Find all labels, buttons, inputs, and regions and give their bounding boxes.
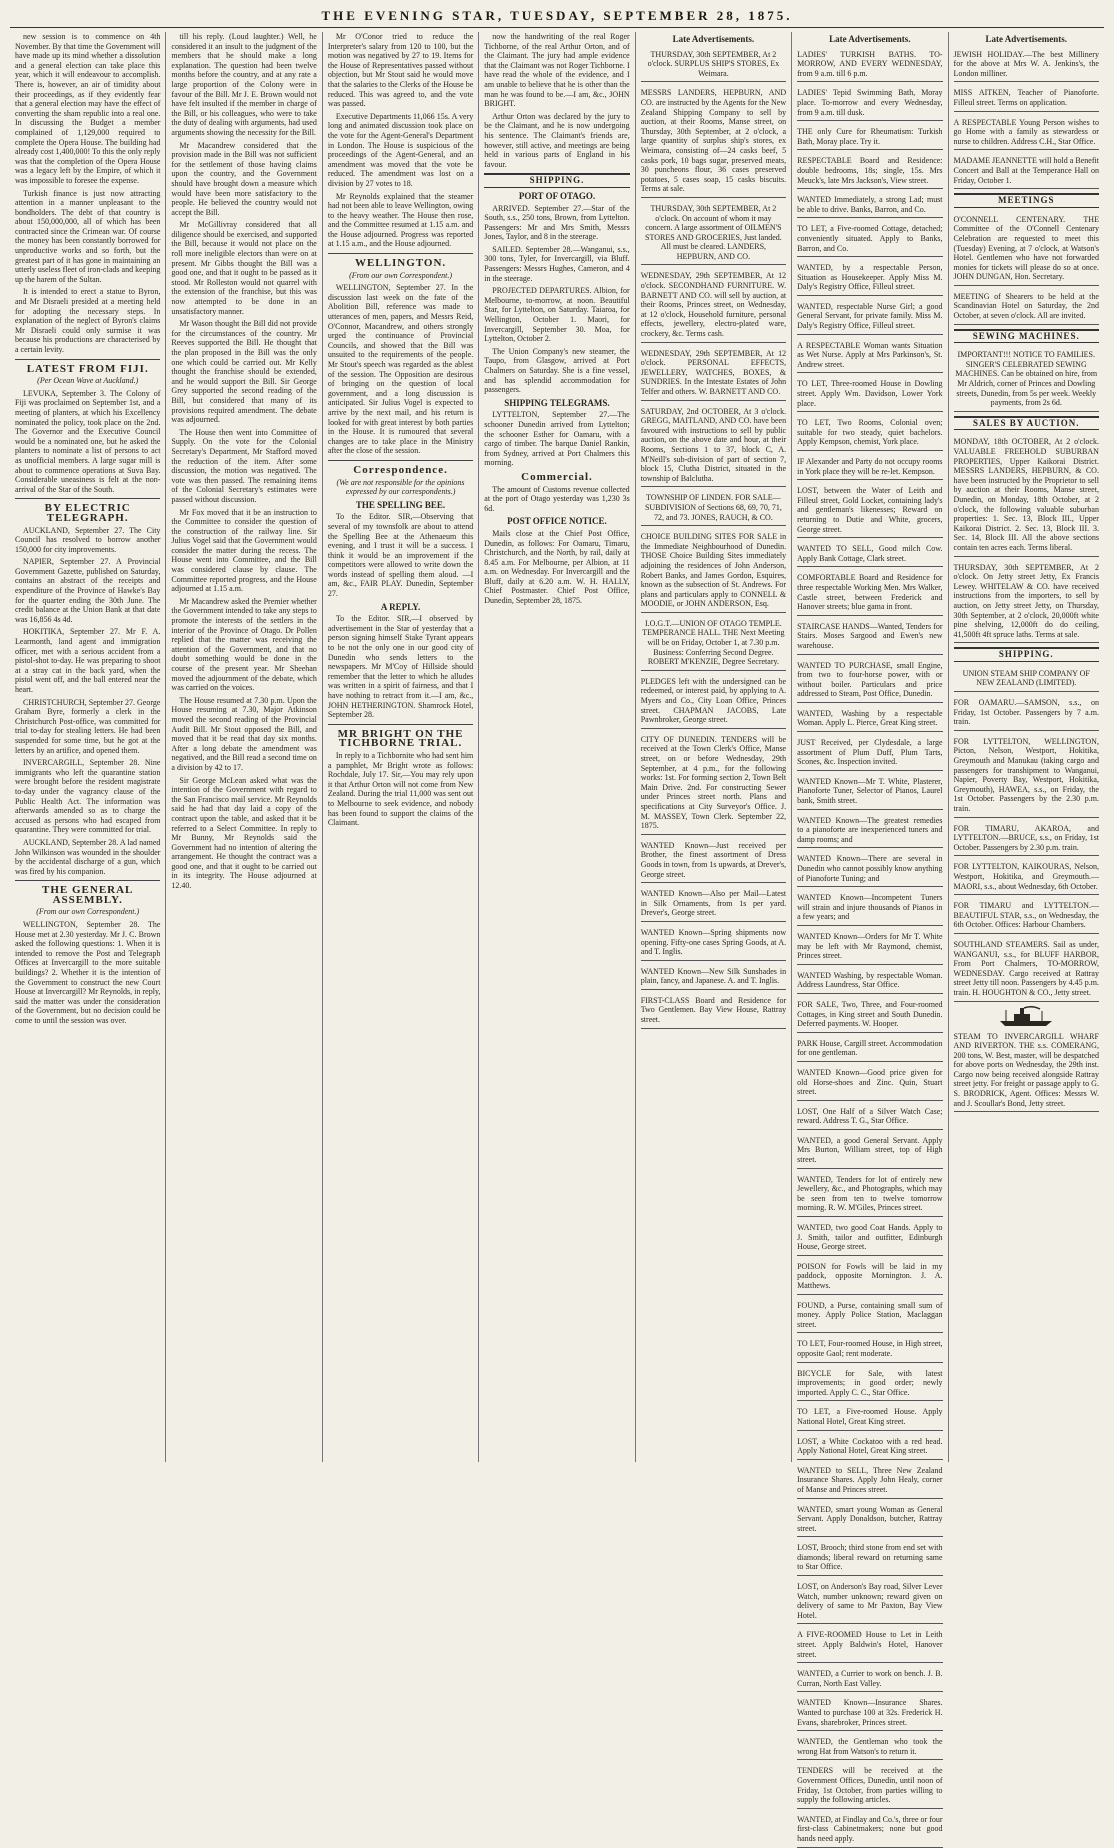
advertisement: WANTED Known—Orders for Mr T. White may be left with Mr Raymond, chemist, Princes street.: [797, 929, 942, 965]
column-6: [792, 32, 948, 1843]
advertisement: CITY OF DUNEDIN. TENDERS will be received at the Town Clerk's Office, Manse street, on or before Wednesday, 29th September, at 4 p.m., for the following works: 1st. For forming section 2, Town Belt Main Drive. 2nd. For constructing Sewer under Princes street north. Plans and specifications at City Surveyor's Office. J. M. MASSEY, Town Clerk. September 22, 1875.: [641, 732, 786, 835]
advertisement: MEETING of Shearers to be held at the Scandinavian Hotel on Saturday, the 2nd October, at seven o'clock. All are invited.: [954, 289, 1099, 325]
article-paragraph: Turkish finance is just now attracting attention in a manner unpleasant to the bondholders. The debt of that country is about 150,000,000, all of which has been contracted since the Crimean war. Of course the money has been constantly borrowed for unproductive works and so forth, but the greatest part of it has gone in maintaining an utterly useless fleet of iron-clads and keeping up the harem of the Sultan.: [15, 188, 161, 284]
article-paragraph: till his reply. (Loud laughter.) Well, he considered it an insult to the judgment of the members that he should make a long explanation. The question had been twelve months before the country, and at any rate a large proportion of the Colony were in favour of the Bill. Mr J. E. Brown would not have felt insulted if the member in charge of the Bill, or his colleagues, who were to take the duty of dealing with arguments, had used arguments showing the necessity for the Bill.: [171, 32, 317, 137]
divider: [15, 359, 160, 360]
advertisement: FOR LYTTELTON, KAIKOURAS, Nelson, Westport, Hokitika, and Greymouth.—MAORI, s.s., about Wednesday, 6th October.: [954, 859, 1099, 895]
advertisement: I.O.G.T.—UNION OF OTAGO TEMPLE. TEMPERANCE HALL. THE Next Meeting will be on Friday, October 1, at 7.30 p.m. Business: Conferring Second Degree. ROBERT M'KENZIE, Degree Secretary.: [641, 616, 786, 671]
letter: To the Editor. SIR,—Observing that several of my townsfolk are about to attend the Spelling Bee at the Athenaeum this evening, and I trust it will be a success. I think it would be an improvement if the competitors were allowed to write down the words instead of spelling them aloud. —I am, &c., FAIR PLAY. Dunedin, September 27.: [327, 512, 474, 599]
advertisement: WANTED Known—Insurance Shares. Wanted to purchase 100 at 32s. Frederick H. Evans, sharebroker, Princes street.: [797, 1695, 942, 1731]
subhead-fiji: (Per Ocean Wave at Auckland.): [37, 376, 139, 386]
divider: [328, 724, 473, 725]
telegram: NAPIER, September 27. A Provincial Government Gazette, published on Saturday, contains an abstract of the receipts and expenditure of the Province of Hawke's Bay for the quarter ending the 30th June. The credit balance at the Union Bank at that date was 16,856 4s 4d.: [15, 557, 161, 624]
article-paragraph: WELLINGTON, September 28. The House met at 2.30 yesterday. Mr J. C. Brown asked the following questions: 1. When it is intended to remove the Post and Telegraph Offices at Invercargill to the more suitable buildings? 2. Whether it is the intention of the Government to construct the new Court House at Invercargill? Mr Reynolds, in reply, said the matter was under the consideration of the Government, but no decision could be come to until the session was over.: [15, 920, 161, 1025]
advertisement: UNION STEAM SHIP COMPANY OF NEW ZEALAND (LIMITED).: [954, 666, 1099, 692]
advertisement: LOST, a White Cockatoo with a red head. Apply National Hotel, Great King street.: [797, 1434, 942, 1460]
advertisement: WANTED Known—Just received per Brother, the finest assortment of Dress Goods in town, from 1s upwards, at Drever's, George street.: [641, 838, 786, 883]
article-paragraph: Mr Wason thought the Bill did not provide for the circumstances of the country. Mr Reeves supported the Bill. He thought that the plan proposed in the Bill was the only one which could be carried out. Mr Kelly thought the franchise should be extended, and he would support the Bill. Sir George Grey supported the second reading of the Bill, but considered that many of its provisions required amendment. The debate was adjourned.: [171, 319, 317, 425]
advertisement: WANTED, Tenders for lot of entirely new Jewellery, &c., and Photographs, which may be seen from ten to twelve tomorrow morning. R. W. M'Giles, Princes street.: [797, 1172, 942, 1217]
advertisement: WEDNESDAY, 29th SEPTEMBER, At 12 o'clock. PERSONAL EFFECTS, JEWELLERY, WATCHES, BOXES, & SUNDRIES. In the Intestate Estates of John Telfer and others. W. BARNETT AND CO.: [641, 346, 786, 401]
advertisement: CHOICE BUILDING SITES FOR SALE in the Immediate Neighbourhood of Dunedin. THOSE Choice Building Sites immediately adjoining the residences of John Anderson, Robert Banks, and James Gordon, Esquires, known as the subsection of St. Andrews. For plans and particulars apply to CONNELL & MOODIE, or JOHN ANDERSON, Esq.: [641, 529, 786, 613]
advertisement: SOUTHLAND STEAMERS. Sail as under, WANGANUI, s.s., for BLUFF HARBOR, From Port Chalmers, TO-MORROW, WEDNESDAY. Cargo received at Rattray street Jetty till noon. Passengers by 4.45 p.m. train. H. HOUGHTON & CO., Jetty street.: [954, 937, 1099, 1002]
advertisement: TO LET, Two Rooms, Colonial oven; suitable for two steady, quiet bachelors. Apply Kempson, chemist, York place.: [797, 415, 942, 451]
headline-telegraph: BY ELECTRIC TELEGRAPH.: [44, 502, 131, 524]
article-paragraph: Executive Departments 11,066 15s. A very long and animated discussion took place on the vote for the Agent-General's Department in London. The House is suspicious of the proceedings of the Agent-General, and an amendment was moved that the vote be reduced. The amendment was lost on a division by 27 votes to 18.: [327, 111, 474, 188]
headline-spelling-bee: THE SPELLING BEE.: [355, 499, 446, 510]
column-5: [636, 32, 792, 1462]
advertisement: WANTED TO PURCHASE, small Engine, from two to four-horse power, with or without boiler. Particulars and price addressed to Steam, Post Office, Dunedin.: [797, 658, 942, 703]
advertisement: WANTED Known—Spring shipments now opening. Fifty-one cases Spring Goods, at A. and T. Inglis.: [641, 925, 786, 961]
advertisement: WANTED, two good Coat Hands. Apply to J. Smith, tailor and outfitter, Edinburgh House, George street.: [797, 1220, 942, 1256]
steamship-icon: [996, 1005, 1056, 1027]
section-sewing-machines: SEWING MACHINES.: [954, 329, 1099, 344]
advertisement: WANTED Known—Incompetent Tuners will strain and injure thousands of Pianos in a few years; and: [797, 890, 942, 926]
telegram: CHRISTCHURCH, September 27. George Graham Byre, formerly a clerk in the Christchurch Post-office, was committed for trial to-day for stealing letters. He had been suspended for some time, but he got at the letters by an artifice, and opened them.: [15, 697, 161, 755]
telegram: INVERCARGILL, September 28. Nine immigrants who left the quarantine station were brought before the resident magistrate to-day under the vagrancy clause of the Public Health Act. The information was afterwards amended so as to charge the accused as persons who had escaped from quarantine. They were committed for trial.: [15, 758, 161, 835]
article-paragraph: The amount of Customs revenue collected at the port of Otago yesterday was 1,230 3s 6d.: [484, 484, 630, 513]
divider: [15, 880, 160, 881]
advertisement: WANTED Known—Also per Mail—Latest in Silk Ornaments, from 1s per yard. Drever's, George street.: [641, 886, 786, 922]
article-paragraph: It is intended to erect a statue to Byron, and Mr Disraeli presided at a meeting held for adopting the necessary steps. In explanation of the neglect of Byron's claims Mr Disraeli could only surmise it was because his productions are characterised by a certain levity.: [15, 287, 161, 354]
advertisement: WANTED Washing, by respectable Woman. Address Laundress, Star Office.: [797, 968, 942, 994]
advertisement: TO LET, a Five-roomed Cottage, detached; conveniently situated. Apply to Banks, Barron, and Co.: [797, 221, 942, 257]
column-1: [10, 32, 166, 1462]
advertisement: WANTED to SELL, Three New Zealand Insurance Shares. Apply John Healy, corner of Manse and Princes street.: [797, 1463, 942, 1499]
section-shipping: SHIPPING.: [954, 647, 1099, 662]
advertisement: TENDERS will be received at the Government Offices, Dunedin, until noon of Friday, 1st October, from parties willing to supply the following articles.: [797, 1763, 942, 1808]
headline-fiji: LATEST FROM FIJI.: [26, 362, 149, 375]
advertisement: LADIES' Tepid Swimming Bath, Moray place. To-morrow and every Wednesday, from 9 a.m. till dusk.: [797, 85, 942, 121]
article-paragraph: Mr Reynolds explained that the steamer had not been able to leave Wellington, owing to the heavy weather. The House then rose, and the Committee resumed at 1.15 a.m. and the House adjourned. Progress was reported at 1.15 a.m., and the House adjourned.: [327, 191, 474, 249]
advertisement: A RESPECTABLE Young Person wishes to go Home with a family as stewardess or nurse to children. Address C.H., Star Office.: [954, 115, 1099, 151]
advertisement: WEDNESDAY, 29th SEPTEMBER, At 12 o'clock. SECONDHAND FURNITURE. W. BARNETT AND CO. will sell by auction, at their Rooms, Princes street, on Wednesday, at 12 o'clock, Household furniture, personal effects, jewellery, electro-plated ware, crockery, &c. Terms cash.: [641, 268, 786, 342]
headline-bright: MR BRIGHT ON THE TICHBORNE TRIAL.: [337, 727, 464, 750]
advertisement: THURSDAY, 30th SEPTEMBER, At 2 o'clock. On Jetty street Jetty, Ex Francis Lewey. WHITELAW & CO. have received instructions from the importers, to sell by auction, on Jetty street Jetty, on Thursday, 30th September, at 2 o'clock, 20,000ft white pine shelving, 12,000ft do do ceiling, 41,500ft 4ft spruce laths. Terms at sale.: [954, 560, 1099, 644]
shipping-item: SAILED. September 28.—Wanganui, s.s., 300 tons, Tyler, for Invercargill, via Bluff. Passengers: Messrs Hughes, Cameron, and 4 in the steerage.: [484, 244, 630, 283]
advertisement: FOR LYTTELTON, WELLINGTON, Picton, Nelson, Westport, Hokitika, Greymouth and Manukau (taking cargo and passengers for transhipment to Wanganui, Napier, Poverty Bay, Westport, Hokitika, Greymouth), HAWEA, s.s., on Friday, the 1st October. Passengers by the 2.30 p.m. train.: [954, 734, 1099, 818]
article-paragraph: Mr Macandrew asked the Premier whether the Government intended to take any steps to promote the interests of the settlers in the interior of the Province of Otago. Dr Pollen replied that the matter was receiving the attention of the Government, and that no doubt something would be done in the course of the present year. Mr Sheehan moved the adjournment of the debate, which was carried on the voices.: [171, 596, 317, 693]
article-paragraph: now the handwriting of the real Roger Tichborne, of the real Arthur Orton, and of the Claimant. The jury had ample evidence that the Claimant was not Roger Tichborne. I have read the whole of the evidence, and I am unable to believe that he is other than the man he was found to be.—I am, &c., JOHN BRIGHT.: [484, 32, 630, 109]
advertisement: LADIES' TURKISH BATHS. TO-MORROW, AND EVERY WEDNESDAY, from 9 a.m. till 6 p.m.: [797, 47, 942, 83]
shipping-item: PROJECTED DEPARTURES. Albion, for Melbourne, to-morrow, at noon. Beautiful Star, for Lyttelton, on Saturday. Taiaroa, for Wellington, October 1. Maori, for Invercargill, September 30. Moa, for Lyttelton, October 2.: [484, 286, 630, 344]
headline-port: PORT OF OTAGO.: [518, 190, 596, 201]
article-paragraph: Sir George McLean asked what was the intention of the Government with regard to the San Francisco mail service. Mr Reynolds said he had that day laid a copy of the contract upon the table, and asked that it be referred to a Select Committee. In reply to Mr Bunny, Mr Reynolds said the Government had no intention of altering the arrangement. He thought the contract was a good one, and that it ought to be carried out in its integrity. The House adjourned at 12.40.: [171, 775, 317, 891]
section-late-ads: Late Advertisements.: [829, 34, 911, 44]
advertisement: TO LET, Four-roomed House, in High street, opposite Gaol; rent moderate.: [797, 1336, 942, 1362]
advertisement: WANTED, respectable Nurse Girl; a good General Servant, for private family. Miss M. Daly's Registry Office, Filleul street.: [797, 299, 942, 335]
advertisement: A RESPECTABLE Woman wants Situation as Wet Nurse. Apply at Mrs Parkinson's, St. Andrew street.: [797, 338, 942, 374]
column-4: [479, 32, 635, 1462]
advertisement: TO LET, a Five-roomed House. Apply National Hotel, Great King street.: [797, 1404, 942, 1430]
telegram: AUCKLAND, September 27. The City Council has resolved to borrow another 150,000 for city improvements.: [15, 525, 161, 554]
subhead-assembly: (From our own Correspondent.): [36, 907, 140, 917]
article-paragraph: WELLINGTON, September 27. In the discussion last week on the fate of the Abolition Bill, reference was made to utterances of men, papers, and Messrs Reid, O'Connor, Macandrew, and others strongly urged the continuance of Provincial Councils, and showed that the Bill was unsuited to the requirements of the people. Mr Stout's speech was regarded as the ablest of the session. The Opposition are desirous of bringing on the question of local government, and a long discussion is anticipated. Sir Julius Vogel is expected to arrive by the next mail, and his return is looked for with great interest by both parties in the House. It is rumoured that several changes are to take place in the Ministry after the close of the session.: [327, 283, 474, 456]
letter: To the Editor. SIR,—I observed by advertisement in the Star of yesterday that a person signing himself Stake Tyrant appears to be not the only one in our good city of Dunedin who sends letters to the newspapers. Mr M'Coy of Hillside should remember that the letter to which he alludes was written in a spirit of fairness, and that I have nothing to retract from it.—I am, &c., JOHN HETHERINGTON. Shamrock Hotel, September 28.: [327, 614, 474, 720]
advertisement: JUST Received, per Clydesdale, a large assortment of Plum Duff, Plum Tarts, Scones, &c. Inspection invited.: [797, 735, 942, 771]
article-paragraph: Mr McGillivray considered that all diligence should be exercised, and supported the Bill, because it would not place on the roll more ineligible electors than were on at present. Mr Gibbs thought the Bill was a good one, and that it ought to be passed as it stood. Mr Rolleston would not quarrel with the extension of the franchise, but this was now attempted to be done in an unsatisfactory manner.: [171, 220, 317, 316]
section-late-ads: Late Advertisements.: [985, 34, 1067, 44]
advertisement: WANTED, Washing by a respectable Woman. Apply L. Pierce, Great King street.: [797, 706, 942, 732]
advertisement: MONDAY, 18th OCTOBER, At 2 o'clock. VALUABLE FREEHOLD SUBURBAN PROPERTIES, Upper Kaikorai District. MESSRS LANDERS, HEPBURN, & CO. have been instructed by the Proprietor to sell by auction at their Rooms, Manse street, Dunedin, on Monday, 18th October, at 2 o'clock, the following valuable suburban properties: 1. Sec. 13, Block III., Upper Kaikorai District. 2. Sec. 13, Block III. 3. Sec. 14, Block III. All the above sections contain ten acres each. Terms liberal.: [954, 434, 1099, 556]
advertisement: COMFORTABLE Board and Residence for three respectable Working Men. Mrs Walker, Castle street, between Frederick and Hanover streets; blue gama in front.: [797, 570, 942, 615]
advertisement: FOR TIMARU and LYTTELTON.—BEAUTIFUL STAR, s.s., on Wednesday, the 6th October. Offices: Harbour Chambers.: [954, 898, 1099, 934]
advertisement: TOWNSHIP OF LINDEN. FOR SALE—SUBDIVISION of Sections 68, 69, 70, 71, 72, and 73. JONES, RAUCH, & CO.: [641, 490, 786, 526]
advertisement: WANTED, a Currier to work on bench. J. B. Curran, North East Valley.: [797, 1666, 942, 1692]
advertisement: IMPORTANT!!! NOTICE TO FAMILIES. SINGER'S CELEBRATED SEWING MACHINES. Can be obtained on hire, from Mr Aldrich, corner of Princes and Dowling streets, Dunedin, from 5s per week. Weekly payments, from 2s 6d.: [954, 347, 1099, 412]
headline-shipping-telegrams: SHIPPING TELEGRAMS.: [504, 397, 610, 408]
advertisement: RESPECTABLE Board and Residence: double bedrooms, 18s; single, 15s. Mrs Meuck's, late Mrs Jackson's, View street.: [797, 153, 942, 189]
article-paragraph: In reply to a Tichbornite who had sent him a pamphlet, Mr Bright wrote as follows: Rochdale, July 17. Sir,—You may rely upon it that Arthur Orton will not come from New Zealand. During the trial 11,000 was sent out to Melbourne to seek evidence, and nobody has been found to support the claims of the Claimant.: [327, 750, 474, 828]
advertisement: FOR SALE, Two, Three, and Four-roomed Cottages, in King street and South Dunedin. Deferred payments. W. Hooper.: [797, 997, 942, 1033]
column-7: [949, 32, 1104, 1462]
article-paragraph: Arthur Orton was declared by the jury to be the Claimant, and he is now undergoing his sentence. The Claimant's friends are, however, still active, and meetings are being held in various parts of England in his favour.: [484, 111, 630, 169]
advertisement: FOUND, a Purse, containing small sum of money. Apply Police Station, Maclaggan street.: [797, 1298, 942, 1334]
advertisement: TO LET, Three-roomed House in Dowling street. Apply Wm. Davidson, Lower York place.: [797, 376, 942, 412]
section-late-ads: Late Advertisements.: [672, 34, 755, 44]
advertisement: PLEDGES left with the undersigned can be redeemed, or interest paid, by applying to A. Myers and Co., City Loan Office, Princes street. CHAPMAN JACOBS, Late Pawnbroker, George street.: [641, 674, 786, 729]
article-paragraph: Mr Fox moved that it be an instruction to the Committee to consider the question of the construction of the railway line. Sir Julius Vogel said that the Government would consider the matter during the recess. The House went into Committee, and the Bill was considered clause by clause. The Committee reported progress, and the House adjourned at 1.15 a.m.: [171, 507, 317, 594]
advertisement: WANTED, at Findlay and Co.'s, three or four first-class Cabinetmakers; none but good hands need apply.: [797, 1812, 942, 1848]
article-paragraph: The House resumed at 7.30 p.m. Upon the House resuming at 7.30, Major Atkinson moved the second reading of the Provincial Audit Bill. Mr Stout opposed the Bill, and moved that it be read that day six months. After a long debate the amendment was negatived, and the Bill read a second time on a division by 42 to 17.: [171, 695, 317, 772]
subhead-correspondence: (We are not responsible for the opinions expressed by our correspondents.): [336, 477, 465, 497]
advertisement: SATURDAY, 2nd OCTOBER, At 3 o'clock. GREGG, MAITLAND, AND CO. have been favoured with instructions to sell by public auction, on the above date and hour, at their Rooms, Sections 1 to 37, block C, A. M'Neill's sub-division of part of section 7, block 15, Clutha District, situated in the township of Balclutha.: [641, 404, 786, 488]
masthead: THE EVENING STAR, TUESDAY, SEPTEMBER 28, 1875.: [10, 8, 1104, 28]
divider: [328, 253, 473, 254]
advertisement: WANTED, smart young Woman as General Servant. Apply Donaldson, butcher, Rattray street.: [797, 1502, 942, 1538]
advertisement: PARK House, Cargill street. Accommodation for one gentleman.: [797, 1036, 942, 1062]
headline-post-office: POST OFFICE NOTICE.: [507, 516, 607, 527]
advertisement: THURSDAY, 30th SEPTEMBER, At 2 o'clock. SURPLUS SHIP'S STORES, Ex Weimara.: [641, 47, 786, 83]
telegram: HOKITIKA, September 27. Mr F. A. Learmonth, land agent and immigration officer, met with a serious accident from a pistol-shot to-day. He was preparing to shoot at a stray cat in the back yard, when the pistol went off, and the ball entered near the heart.: [15, 627, 161, 694]
telegram: AUCKLAND, September 28. A lad named John Wilkinson was wounded in the shoulder by the accidental discharge of a gun, which was fired by his companion.: [15, 837, 161, 876]
article-paragraph: Mr Macandrew considered that the provision made in the Bill was not sufficient for the settlement of those having claims upon the country, and the Government should have brought down a measure which would have been more satisfactory to the people. He believed the country would not accept the Bill.: [171, 140, 317, 217]
advertisement: WANTED, by a respectable Person, Situation as Housekeeper. Apply Miss M. Daly's Registry Office, Filleul street.: [797, 260, 942, 296]
advertisement: WANTED, the Gentleman who took the wrong Hat from Watson's to return it.: [797, 1734, 942, 1760]
advertisement: MADAME JEANNETTE will hold a Benefit Concert and Ball at the Temperance Hall on Friday, October 1.: [954, 153, 1099, 189]
advertisement: WANTED Immediately, a strong Lad; must be able to drive. Banks, Barron, and Co.: [797, 192, 942, 218]
column-2: [166, 32, 322, 1462]
notice: Mails close at the Chief Post Office, Dunedin, as follows: For Oamaru, Timaru, Christchurch, and the North, by rail, daily at 8.45 a.m. For Melbourne, per Albion, at 11 a.m. on Wednesday. For Invercargill and the Bluff, daily at 6.20 a.m. W. H. HALLY, Chief Postmaster. Chief Post Office, Dunedin, September 28, 1875.: [484, 528, 630, 606]
advertisement: WANTED TO SELL, Good milch Cow. Apply Bank Cottage, Clark street.: [797, 541, 942, 567]
section-meetings: MEETINGS: [954, 193, 1099, 208]
headline-reply: A REPLY.: [380, 601, 421, 612]
advertisement: WANTED Known—There are several in Dunedin who cannot possibly know anything of Pianoforte Tuning; and: [797, 851, 942, 887]
advertisement: LOST, between the Water of Leith and Filleul street, Gold Locket, containing lady's and gentleman's likenesses; Reward on returning to Dutie and White, grocers, George street.: [797, 483, 942, 538]
advertisement: THURSDAY, 30th SEPTEMBER, At 2 o'clock. On account of whom it may concern. A large assortment of OILMEN'S STORES AND GROCERIES, Just landed. All must be cleared. LANDERS, HEPBURN, AND CO.: [641, 201, 786, 266]
advertisement: POISON for Fowls will be laid in my paddock, opposite Mornington. J. A. Matthews.: [797, 1259, 942, 1295]
article-paragraph: Mr O'Conor tried to reduce the Interpreter's salary from 120 to 100, but the motion was negatived by 27 to 19. Items for the House of Representatives passed without objection, but Mr Stout said he would move that the salaries to the Clerks of the House be reduced. This was agreed to, and the vote was passed.: [327, 32, 474, 109]
section-shipping: SHIPPING.: [484, 173, 629, 188]
advertisement: WANTED Known—The greatest remedies to a pianoforte are inexperienced tuners and damp rooms; and: [797, 813, 942, 849]
advertisement: THE only Cure for Rheumatism: Turkish Bath, Moray place. Try it.: [797, 124, 942, 150]
headline-commercial: Commercial.: [521, 470, 593, 483]
article-paragraph: new session is to commence on 4th November. By that time the Government will have made up its mind whether a dissolution and a general election can take place this year, which it will endeavour to accomplish. There is, however, an air of timidity about their proceedings, as if they evidently fear that a general election may have the effect of converting the sham republic into a real one. In discussing the Budget a member complained of 1,129,000 required to complete the Opera House. The building had already cost 1,400,000! To this the only reply was that the completion of the Opera House was a legacy left by the Empire, of which it was impossible to foresee the expense.: [15, 32, 161, 185]
advertisement: O'CONNELL CENTENARY. THE Committee of the O'Connell Centenary Celebration are requested to meet this (Tuesday) Evening, at 7 o'clock, at Watson's Hotel. Gentlemen who have not forwarded monies for tickets will please do so at once. JOHN DUNGAN, Hon. Secretary.: [954, 212, 1099, 286]
advertisement: IF Alexander and Party do not occupy rooms in York place they will be re-let. Kempson.: [797, 454, 942, 480]
advertisement: WANTED Known—Good price given for old Horse-shoes and Zinc. Quin, Stuart street.: [797, 1065, 942, 1101]
advertisement: WANTED Known—Mr T. White, Plasterer, Pianoforte Tuner, Selector of Pianos, Laurel bank, Smith street.: [797, 774, 942, 810]
advertisement: STAIRCASE HANDS—Wanted, Tenders for Stairs. Moses Sargood and Ewen's new warehouse.: [797, 619, 942, 655]
advertisement: STEAM TO INVERCARGILL WHARF AND RIVERTON. THE s.s. COMERANG, 200 tons, W. Best, master, will be despatched for above ports on Wednesday, the 29th inst. Cargo now being received alongside Rattray street jetty. For freight or passage apply to G. S. BRODRICK, Agent. Offices: Messrs W. and J. Scoullar's Bond, Jetty street.: [954, 1029, 1099, 1113]
advertisement: FOR OAMARU.—SAMSON, s.s., on Friday, 1st October. Passengers by 7 a.m. train.: [954, 695, 1099, 731]
columns: [10, 32, 1104, 1843]
advertisement: FOR TIMARU, AKAROA, and LYTTELTON.—BRUCE, s.s., on Friday, 1st October. Passengers by 2.30 p.m. train.: [954, 821, 1099, 857]
shipping-item: ARRIVED. September 27.—Star of the South, s.s., 250 tons, Brown, from Lyttelton. Passengers: Mr and Mrs Smith, Messrs Jones, Taylor, and 8 in the steerage.: [484, 203, 630, 242]
headline-wellington: WELLINGTON.: [354, 257, 447, 270]
headline-assembly: THE GENERAL ASSEMBLY.: [42, 884, 134, 906]
advertisement: MISS AITKEN, Teacher of Pianoforte. Filleul street. Terms on application.: [954, 85, 1099, 111]
advertisement: LOST, Brooch; third stone from end set with diamonds; liberal reward on returning same to Star Office.: [797, 1540, 942, 1576]
divider: [15, 498, 160, 499]
advertisement: WANTED Known—New Silk Sunshades in plain, fancy, and Japanese. A. and T. Inglis.: [641, 964, 786, 990]
advertisement: LOST, on Anderson's Bay road, Silver Lever Watch, number unknown; reward given on delivery of same to Mr Paxton, Bay View Hotel.: [797, 1579, 942, 1624]
article-paragraph: LEVUKA, September 3. The Colony of Fiji was proclaimed on September 1st, and a meeting of planters, at which his Excellency nominated the policy, took place on the 2nd. The Governor and the Executive Council would be a nominated one, but he asked the planters to nominate a list of persons to act as unofficial members. A large sugar mill is about to commence operations at Suva Bay. Considerable uneasiness is felt at the non-arrival of the Star of the South.: [15, 388, 161, 494]
advertisement: MESSRS LANDERS, HEPBURN, AND CO. are instructed by the Agents for the New Zealand Shipping Company to sell by auction, at their Rooms, Manse street, on Thursday, 30th September, at 2 o'clock, a large quantity of surplus ship's stores, ex Weimara, consisting of—24 casks beef, 5 casks pork, 10 bags sugar, preserved meats, 30 puncheons flour, 36 cases preserved potatoes, 5 cases soap, 15 casks biscuits. Terms at sale.: [641, 85, 786, 198]
section-sales-by-auction: SALES BY AUCTION.: [954, 416, 1099, 431]
advertisement: LOST, One Half of a Silver Watch Case; reward. Address T. G., Star Office.: [797, 1104, 942, 1130]
headline-correspondence: Correspondence.: [353, 463, 448, 476]
divider: [328, 460, 473, 461]
subhead-wellington: (From our own Correspondent.): [349, 270, 453, 280]
shipping-item: The Union Company's new steamer, the Taupo, from Glasgow, arrived at Port Chalmers on Saturday. She is a fine vessel, and has splendid accommodation for passengers.: [484, 346, 630, 395]
advertisement: BICYCLE for Sale, with latest improvements; in good order; newly imported. Apply C. C., Star Office.: [797, 1366, 942, 1402]
article-paragraph: The House then went into Committee of Supply. On the vote for the Colonial Secretary's Department, Mr Stafford moved the reduction of the item. After some discussion, the motion was negatived. The vote was then passed. The remaining items of the Colonial Secretary's estimates were passed without discussion.: [171, 427, 317, 504]
column-3: [323, 32, 479, 1462]
advertisement: WANTED, a good General Servant. Apply Mrs Burton, William street, top of High street.: [797, 1133, 942, 1169]
advertisement: FIRST-CLASS Board and Residence for Two Gentlemen. Bay View House, Rattray street.: [641, 993, 786, 1029]
advertisement: A FIVE-ROOMED House to Let in Leith street. Apply Baldwin's Hotel, Hanover street.: [797, 1627, 942, 1663]
shipping-item: LYTTELTON, September 27.—The schooner Dunedin arrived from Lyttelton; the schooner Esther for Oamaru, with a cargo of timber. The barque Daniel Rankin, from Sydney, arrived at Port Chalmers this morning.: [484, 410, 630, 468]
advertisement: JEWISH HOLIDAY.—The best Millinery for the above at Mrs W. A. Jenkins's, the London milliner.: [954, 47, 1099, 83]
